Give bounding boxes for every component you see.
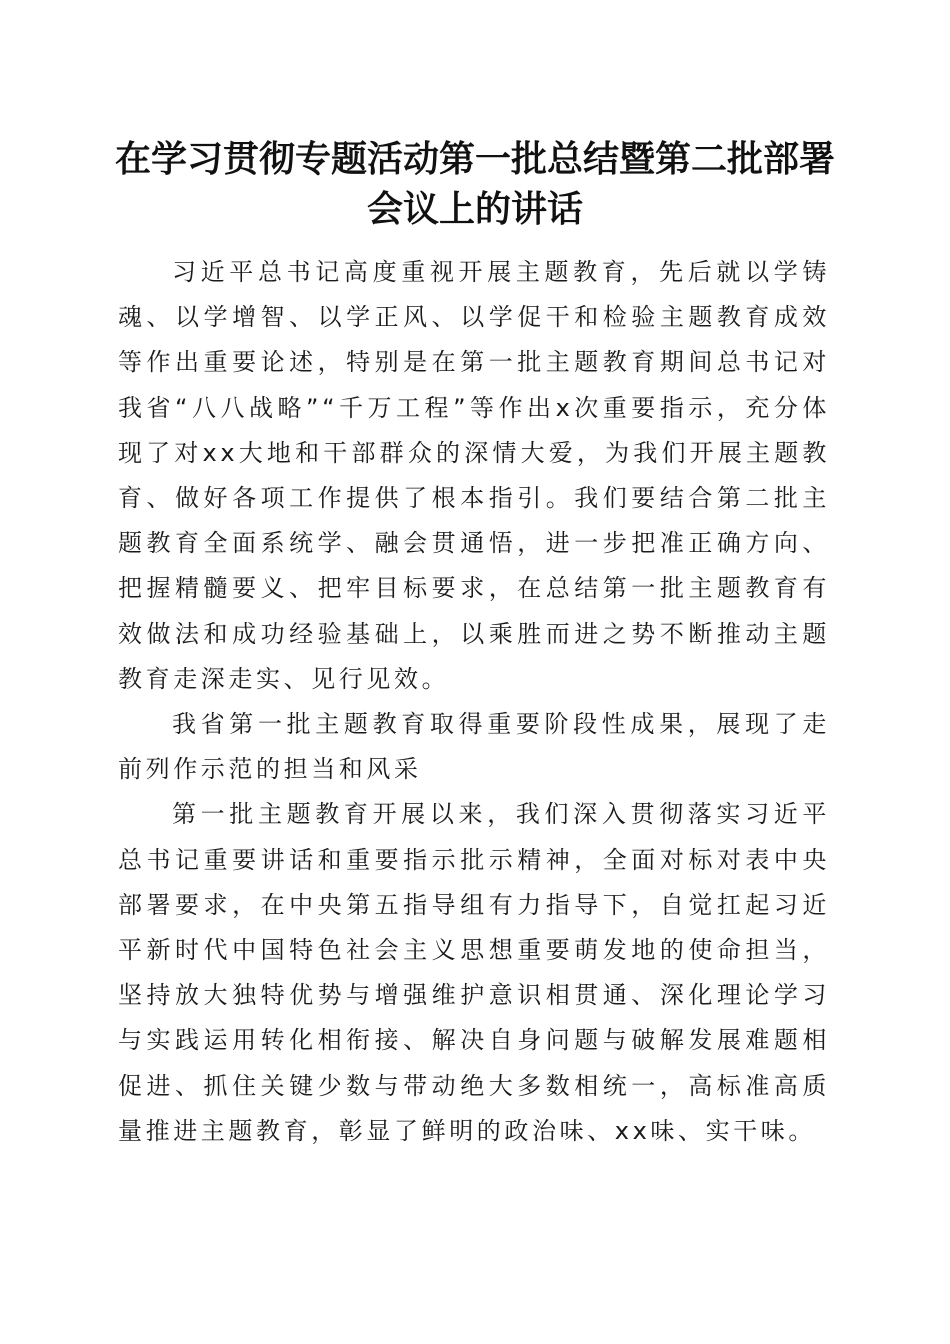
body-paragraph-2: 第一批主题教育开展以来，我们深入贯彻落实习近平总书记重要讲话和重要指示批示精神，全面对标对表中央部署要求，在中央第五指导组有力指导下，自觉扛起习近平新时代中国特色社会主义思想重要萌发地的使命担当，坚持放大独特优势与增强维护意识相贯通、深化理论学习与实践运用转化相衔接、解决自身问题与破解发展难题相促进、抓住关键少数与带动绝大多数相统一，高标准高质量推进主题教育，彰显了鲜明的政治味、xx味、实干味。 xyxy=(118,800,830,1145)
document-title xyxy=(100,134,850,234)
document-body xyxy=(118,250,830,1154)
body-paragraph-1: 习近平总书记高度重视开展主题教育，先后就以学铸魂、以学增智、以学正风、以学促干和检验主题教育成效等作出重要论述，特别是在第一批主题教育期间总书记对我省“八八战略”“千万工程”等作出x次重要指示，充分体现了对xx大地和干部群众的深情大爱，为我们开展主题教育、做好各项工作提供了根本指引。我们要结合第二批主题教育全面系统学、融会贯通悟，进一步把准正确方向、把握精髓要义、把牢目标要求，在总结第一批主题教育有效做法和成功经验基础上，以乘胜而进之势不断推动主题教育走深走实、见行见效。 xyxy=(118,258,830,693)
title-line-2: 会议上的讲话 xyxy=(366,188,583,230)
section-heading: 我省第一批主题教育取得重要阶段性成果，展现了走前列作示范的担当和风采 xyxy=(118,710,830,784)
title-line-1: 在学习贯彻专题活动第一批总结暨第二批部署 xyxy=(114,138,835,180)
